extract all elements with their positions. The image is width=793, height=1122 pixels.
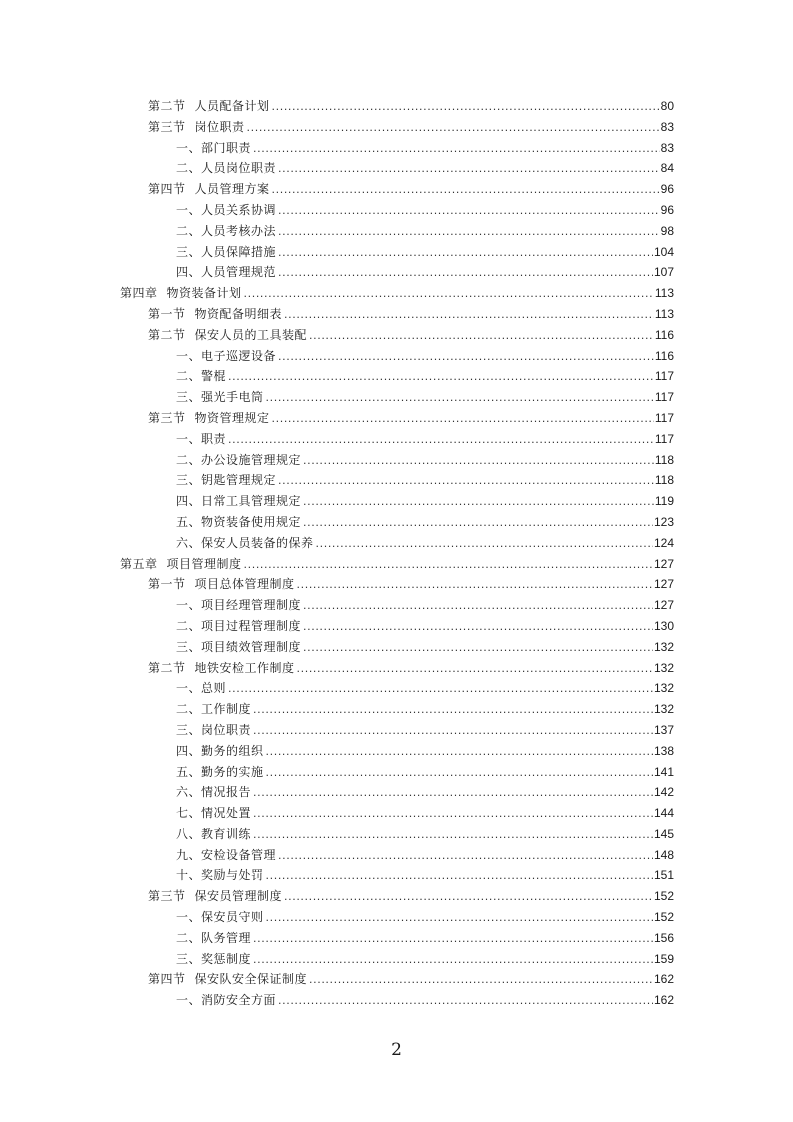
toc-entry-page: 151 — [653, 868, 674, 883]
toc-entry-title: 项目过程管理制度 — [201, 618, 302, 633]
toc-entry-number: 一、 — [176, 598, 202, 613]
toc-entry[interactable] — [0, 450, 793, 471]
toc-entry-number: 一、 — [176, 910, 202, 925]
toc-entry-line — [176, 429, 674, 451]
toc-entry[interactable] — [0, 678, 793, 699]
toc-entry-page: 138 — [653, 743, 674, 758]
toc-entry-line — [176, 470, 674, 492]
toc-entry-page: 96 — [660, 182, 674, 197]
toc-entry-title: 电子巡逻设备 — [201, 348, 277, 363]
toc-dot-leader — [228, 679, 653, 700]
toc-entry[interactable] — [0, 304, 793, 325]
toc-entry-title: 职责 — [201, 431, 227, 446]
toc-entry-number: 三、 — [176, 390, 202, 405]
toc-entry-title: 物资配备明细表 — [194, 306, 283, 321]
toc-entry-line — [176, 158, 674, 180]
toc-entry-title: 保安人员的工具装配 — [194, 327, 308, 342]
toc-entry-number: 第二节 — [148, 660, 186, 675]
toc-entry-page: 132 — [653, 639, 674, 654]
toc-dot-leader — [309, 326, 654, 347]
toc-entry[interactable] — [0, 96, 793, 117]
toc-entry-line — [148, 886, 674, 908]
toc-entry-title: 地铁安检工作制度 — [194, 660, 295, 675]
toc-entry-number: 三、 — [176, 722, 202, 737]
toc-entry-page: 117 — [654, 390, 674, 405]
toc-entry-line — [176, 699, 674, 721]
toc-entry-page: 144 — [653, 806, 674, 821]
toc-dot-leader — [284, 305, 654, 326]
toc-entry-page: 98 — [660, 223, 674, 238]
toc-entry-number: 二、 — [176, 223, 202, 238]
toc-dot-leader — [278, 471, 654, 492]
toc-entry-title: 勤务的组织 — [201, 743, 264, 758]
toc-entry-number: 第三节 — [148, 889, 186, 904]
toc-entry-line — [176, 242, 674, 264]
toc-entry-page: 80 — [660, 99, 674, 113]
toc-entry[interactable] — [0, 346, 793, 367]
toc-entry-page: 84 — [660, 161, 674, 176]
toc-entry[interactable] — [0, 408, 793, 429]
toc-entry-line — [148, 574, 674, 596]
toc-entry-page: 156 — [653, 930, 674, 945]
toc-dot-leader — [253, 139, 660, 160]
toc-entry-page: 162 — [653, 972, 674, 987]
toc-entry-title: 岗位职责 — [194, 119, 245, 134]
toc-dot-leader — [247, 118, 660, 139]
toc-entry-title: 工作制度 — [201, 702, 252, 717]
toc-dot-leader — [309, 970, 653, 991]
toc-dot-leader — [278, 243, 653, 264]
toc-dot-leader — [278, 263, 653, 284]
toc-entry-line — [176, 720, 674, 742]
toc-dot-leader — [266, 866, 653, 887]
toc-entry-page: 104 — [653, 244, 674, 259]
toc-entry[interactable] — [0, 491, 793, 512]
toc-entry-page: 145 — [653, 826, 674, 841]
toc-entry-line — [176, 949, 674, 971]
toc-entry-number: 二、 — [176, 161, 202, 176]
toc-dot-leader — [278, 846, 653, 867]
toc-entry[interactable] — [0, 283, 793, 304]
toc-dot-leader — [253, 721, 653, 742]
toc-entry-title: 保安员管理制度 — [194, 889, 283, 904]
toc-entry-title: 人员管理规范 — [201, 265, 277, 280]
toc-entry[interactable] — [0, 242, 793, 263]
toc-entry-page: 117 — [654, 410, 674, 425]
toc-dot-leader — [278, 159, 660, 180]
toc-dot-leader — [244, 284, 654, 305]
toc-entry-line — [176, 491, 674, 513]
toc-entry[interactable] — [0, 720, 793, 741]
toc-entry[interactable] — [0, 762, 793, 783]
toc-entry-number: 四、 — [176, 743, 202, 758]
toc-entry-page: 142 — [653, 785, 674, 800]
toc-entry-number: 第四节 — [148, 182, 186, 197]
toc-entry-line — [120, 283, 674, 305]
toc-entry[interactable] — [0, 262, 793, 283]
toc-dot-leader — [278, 991, 653, 1012]
toc-dot-leader — [303, 451, 654, 472]
toc-entry-number: 一、 — [176, 431, 202, 446]
toc-entry[interactable] — [0, 429, 793, 450]
toc-entry-title: 情况处置 — [201, 806, 252, 821]
toc-entry-title: 奖惩制度 — [201, 951, 252, 966]
toc-entry-number: 十、 — [176, 868, 202, 883]
toc-entry-line — [148, 179, 674, 201]
toc-entry-line — [176, 533, 674, 555]
toc-entry[interactable] — [0, 221, 793, 242]
toc-entry-line — [176, 990, 674, 1012]
toc-entry[interactable] — [0, 782, 793, 803]
toc-dot-leader — [266, 388, 654, 409]
toc-entry-number: 三、 — [176, 473, 202, 488]
toc-entry-number: 五、 — [176, 514, 202, 529]
toc-entry-title: 人员关系协调 — [201, 202, 277, 217]
toc-dot-leader — [303, 638, 653, 659]
toc-entry-line — [176, 824, 674, 846]
toc-entry-number: 四、 — [176, 494, 202, 509]
toc-entry-title: 人员考核办法 — [201, 223, 277, 238]
toc-entry[interactable] — [0, 138, 793, 159]
toc-entry-title: 保安队安全保证制度 — [194, 972, 308, 987]
toc-entry[interactable] — [0, 949, 793, 970]
toc-entry-line — [148, 304, 674, 326]
toc-entry-number: 二、 — [176, 702, 202, 717]
toc-entry-title: 奖励与处罚 — [201, 868, 264, 883]
toc-entry-page: 118 — [654, 452, 674, 467]
toc-entry-line — [176, 907, 674, 929]
toc-entry-page: 116 — [654, 327, 674, 342]
toc-entry-line — [176, 637, 674, 659]
toc-entry-line — [176, 512, 674, 534]
toc-dot-leader — [278, 222, 660, 243]
toc-entry-number: 二、 — [176, 452, 202, 467]
toc-entry-number: 五、 — [176, 764, 202, 779]
toc-entry-page: 130 — [653, 618, 674, 633]
toc-dot-leader — [266, 742, 653, 763]
toc-entry[interactable] — [0, 179, 793, 200]
toc-entry-number: 二、 — [176, 618, 202, 633]
toc-entry[interactable] — [0, 990, 793, 1011]
toc-entry-number: 一、 — [176, 348, 202, 363]
toc-entry[interactable] — [0, 741, 793, 762]
toc-entry[interactable] — [0, 574, 793, 595]
toc-entry[interactable] — [0, 845, 793, 866]
toc-entry-title: 物资装备使用规定 — [201, 514, 302, 529]
toc-entry-number: 第四章 — [120, 286, 158, 301]
toc-entry-page: 132 — [653, 702, 674, 717]
toc-dot-leader — [253, 929, 653, 950]
toc-entry-title: 强光手电筒 — [201, 390, 264, 405]
toc-entry-page: 107 — [653, 265, 674, 280]
toc-entry-page: 83 — [660, 140, 674, 155]
toc-dot-leader — [228, 367, 654, 388]
toc-entry-title: 保安人员装备的保养 — [201, 535, 314, 550]
toc-entry[interactable] — [0, 969, 793, 990]
toc-entry-line — [176, 138, 674, 160]
toc-entry-page: 124 — [653, 535, 674, 550]
toc-entry[interactable] — [0, 865, 793, 886]
toc-entry[interactable] — [0, 117, 793, 138]
toc-entry-page: 113 — [654, 286, 674, 301]
toc-entry-page: 159 — [653, 951, 674, 966]
toc-entry[interactable] — [0, 886, 793, 907]
toc-entry-title: 办公设施管理规定 — [201, 452, 302, 467]
toc-entry-number: 一、 — [176, 681, 202, 696]
toc-entry-title: 项目绩效管理制度 — [201, 639, 302, 654]
toc-entry-title: 钥匙管理规定 — [201, 473, 277, 488]
toc-dot-leader — [228, 430, 654, 451]
toc-dot-leader — [303, 492, 654, 513]
toc-entry[interactable] — [0, 158, 793, 179]
toc-dot-leader — [244, 555, 653, 576]
toc-entry-line — [176, 803, 674, 825]
toc-entry-title: 勤务的实施 — [201, 764, 264, 779]
toc-entry[interactable] — [0, 554, 793, 575]
toc-entry-page: 117 — [654, 369, 674, 384]
toc-entry-title: 项目管理制度 — [166, 556, 242, 571]
toc-entry-number: 第三节 — [148, 119, 186, 134]
toc-entry[interactable] — [0, 616, 793, 637]
toc-entry-page: 119 — [654, 494, 674, 509]
toc-entry-title: 安检设备管理 — [201, 847, 277, 862]
toc-entry-page: 118 — [654, 473, 674, 488]
toc-entry-page: 148 — [653, 847, 674, 862]
toc-entry-line — [176, 262, 674, 284]
toc-entry-page: 117 — [654, 431, 674, 446]
toc-entry-title: 情况报告 — [201, 785, 252, 800]
toc-entry-line — [176, 865, 674, 887]
toc-entry-line — [148, 408, 674, 430]
toc-entry-number: 四、 — [176, 265, 202, 280]
toc-dot-leader — [272, 97, 660, 118]
toc-entry-number: 三、 — [176, 639, 202, 654]
toc-entry-line — [120, 554, 674, 576]
toc-entry-page: 116 — [654, 348, 674, 363]
toc-entry-number: 六、 — [176, 535, 202, 550]
toc-entry[interactable] — [0, 928, 793, 949]
toc-entry-line — [148, 969, 674, 991]
toc-dot-leader — [303, 596, 653, 617]
toc-entry[interactable] — [0, 512, 793, 533]
toc-entry-title: 日常工具管理规定 — [201, 494, 302, 509]
toc-entry-page: 152 — [653, 910, 674, 925]
toc-dot-leader — [253, 825, 653, 846]
toc-entry-number: 三、 — [176, 244, 202, 259]
toc-entry-page: 132 — [653, 660, 674, 675]
toc-entry-title: 物资装备计划 — [166, 286, 242, 301]
table-of-contents — [0, 96, 793, 1011]
toc-entry-page: 152 — [653, 889, 674, 904]
toc-dot-leader — [278, 347, 654, 368]
toc-dot-leader — [272, 180, 660, 201]
toc-entry-page: 123 — [653, 514, 674, 529]
toc-entry-line — [176, 782, 674, 804]
toc-entry-title: 教育训练 — [201, 826, 252, 841]
toc-entry-line — [176, 366, 674, 388]
toc-entry-line — [176, 845, 674, 867]
toc-entry[interactable] — [0, 658, 793, 679]
toc-entry-number: 第五章 — [120, 556, 158, 571]
toc-entry-line — [176, 221, 674, 243]
toc-dot-leader — [266, 763, 653, 784]
toc-entry-number: 一、 — [176, 993, 202, 1008]
toc-dot-leader — [316, 534, 653, 555]
toc-entry-line — [148, 658, 674, 680]
toc-entry[interactable] — [0, 824, 793, 845]
toc-entry-title: 警棍 — [201, 369, 227, 384]
toc-entry[interactable] — [0, 533, 793, 554]
toc-entry-page: 127 — [653, 598, 674, 613]
toc-entry-page: 162 — [653, 993, 674, 1008]
toc-dot-leader — [297, 575, 653, 596]
toc-dot-leader — [272, 409, 654, 430]
toc-entry-line — [176, 762, 674, 784]
toc-entry-number: 九、 — [176, 847, 202, 862]
toc-entry-title: 项目经理管理制度 — [201, 598, 302, 613]
toc-entry-number: 一、 — [176, 140, 202, 155]
toc-entry[interactable] — [0, 366, 793, 387]
toc-entry[interactable] — [0, 325, 793, 346]
toc-entry-title: 队务管理 — [201, 930, 252, 945]
toc-entry-title: 保安员守则 — [201, 910, 264, 925]
toc-entry-title: 人员配备计划 — [194, 99, 270, 113]
toc-entry-title: 人员岗位职责 — [201, 161, 277, 176]
toc-entry-number: 第二节 — [148, 327, 186, 342]
toc-entry-number: 第三节 — [148, 410, 186, 425]
toc-entry[interactable] — [0, 595, 793, 616]
toc-entry-number: 三、 — [176, 951, 202, 966]
toc-entry-line — [176, 678, 674, 700]
toc-entry-page: 132 — [653, 681, 674, 696]
toc-entry-line — [148, 117, 674, 139]
toc-entry-title: 人员管理方案 — [194, 182, 270, 197]
toc-entry-number: 第一节 — [148, 306, 186, 321]
toc-entry-line — [176, 616, 674, 638]
toc-entry-line — [176, 450, 674, 472]
toc-entry-title: 部门职责 — [201, 140, 252, 155]
toc-entry-number: 七、 — [176, 806, 202, 821]
toc-entry-page: 127 — [653, 556, 674, 571]
toc-dot-leader — [253, 783, 653, 804]
toc-entry-page: 137 — [653, 722, 674, 737]
toc-entry-title: 物资管理规定 — [194, 410, 270, 425]
toc-entry-title: 岗位职责 — [201, 722, 252, 737]
toc-entry-page: 127 — [653, 577, 674, 592]
toc-entry-page: 83 — [660, 119, 674, 134]
toc-entry-number: 二、 — [176, 369, 202, 384]
toc-dot-leader — [303, 617, 653, 638]
toc-entry-page: 113 — [654, 306, 674, 321]
toc-entry-page: 96 — [660, 202, 674, 217]
toc-dot-leader — [303, 513, 653, 534]
toc-entry-line — [176, 346, 674, 368]
toc-entry[interactable] — [0, 470, 793, 491]
toc-dot-leader — [253, 804, 653, 825]
toc-entry-line — [148, 96, 674, 118]
toc-entry-title: 项目总体管理制度 — [194, 577, 295, 592]
toc-entry-number: 第一节 — [148, 577, 186, 592]
toc-entry-number: 第四节 — [148, 972, 186, 987]
toc-entry-line — [148, 325, 674, 347]
toc-entry-number: 八、 — [176, 826, 202, 841]
toc-entry-line — [176, 387, 674, 409]
toc-entry-line — [176, 595, 674, 617]
toc-entry-title: 总则 — [201, 681, 227, 696]
page-number: 2 — [391, 1040, 402, 1060]
toc-entry-line — [176, 928, 674, 950]
toc-entry-title: 人员保障措施 — [201, 244, 277, 259]
toc-entry-number: 第二节 — [148, 99, 186, 113]
toc-entry-line — [176, 741, 674, 763]
toc-entry[interactable] — [0, 803, 793, 824]
toc-dot-leader — [297, 659, 653, 680]
toc-entry[interactable] — [0, 907, 793, 928]
toc-dot-leader — [284, 887, 653, 908]
toc-entry[interactable] — [0, 200, 793, 221]
toc-entry-number: 一、 — [176, 202, 202, 217]
toc-entry[interactable] — [0, 699, 793, 720]
toc-entry-number: 六、 — [176, 785, 202, 800]
toc-entry-line — [176, 200, 674, 222]
toc-entry[interactable] — [0, 387, 793, 408]
toc-dot-leader — [278, 201, 660, 222]
toc-dot-leader — [253, 700, 653, 721]
toc-entry-page: 141 — [653, 764, 674, 779]
toc-entry[interactable] — [0, 637, 793, 658]
toc-dot-leader — [266, 908, 653, 929]
toc-entry-number: 二、 — [176, 930, 202, 945]
toc-dot-leader — [253, 950, 653, 971]
toc-entry-title: 消防安全方面 — [201, 993, 277, 1008]
